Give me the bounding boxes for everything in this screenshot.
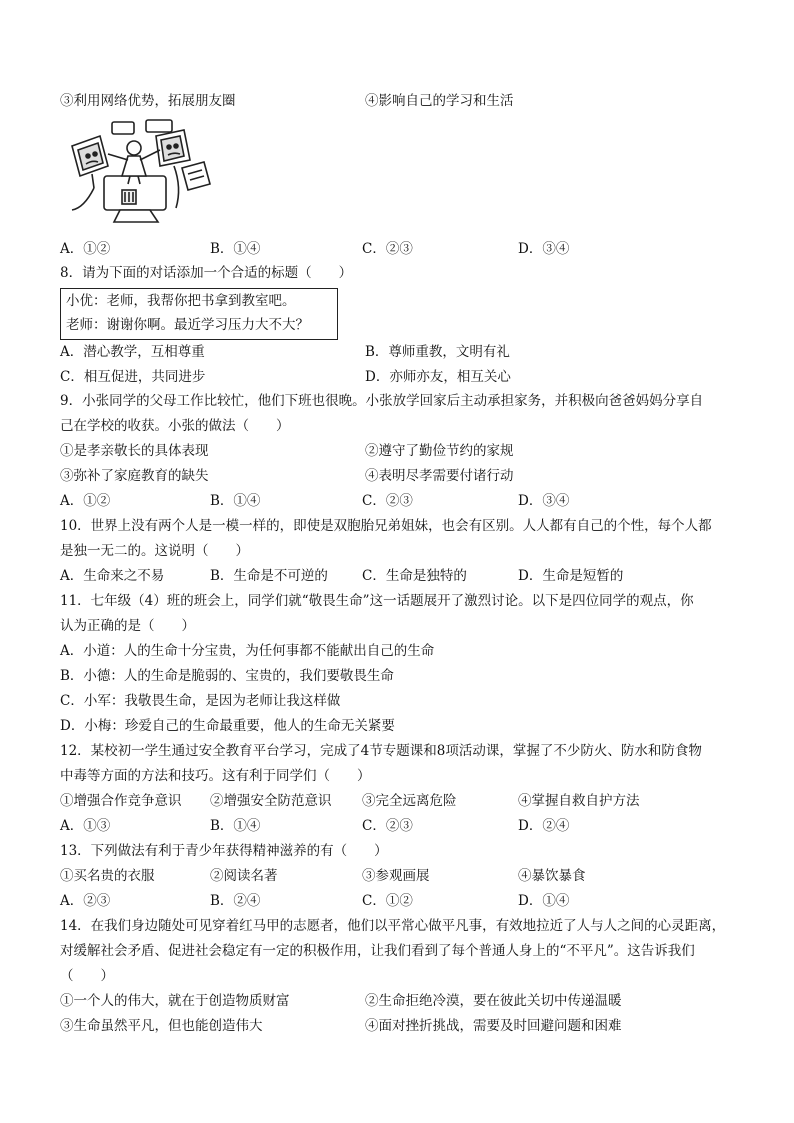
q12-choice-a: A．①③ <box>60 818 111 834</box>
q13-choice-d: D．①④ <box>518 893 570 909</box>
q11-choice-c: C．小军：我敬畏生命，是因为老师让我这样做 <box>60 693 341 709</box>
q13-choice-a: A．②③ <box>60 893 111 909</box>
q7-option-4: ④影响自己的学习和生活 <box>365 93 514 109</box>
q8-choice-d: D．亦师亦友，相互关心 <box>365 369 511 385</box>
cartoon-illustration <box>64 118 214 230</box>
q8-choice-c: C．相互促进，共同进步 <box>60 369 206 385</box>
q8-dialogue-line-2: 老师：谢谢你啊。最近学习压力大不大？ <box>66 317 309 333</box>
q14-stem-line-3: （ ） <box>60 968 114 984</box>
q11-choice-a: A．小道：人的生命十分宝贵，为任何事都不能献出自己的生命 <box>60 643 435 659</box>
q11-choice-b: B．小德：人的生命是脆弱的、宝贵的，我们要敬畏生命 <box>60 668 394 684</box>
q14-stem-line-1: 14．在我们身边随处可见穿着红马甲的志愿者，他们以平常心做平凡事，有效地拉近了人与人之间的心灵距离， <box>60 918 726 934</box>
q14-option-4: ④面对挫折挑战，需要及时回避问题和困难 <box>365 1018 622 1034</box>
q12-choice-d: D．②④ <box>518 818 570 834</box>
q12-choice-b: B．①④ <box>210 818 261 834</box>
q8-dialogue-box <box>60 288 338 340</box>
q9-option-1: ①是孝亲敬长的具体表现 <box>60 443 209 459</box>
q9-option-3: ③弥补了家庭教育的缺失 <box>60 468 209 484</box>
q13-option-3: ③参观画展 <box>362 868 430 884</box>
q9-stem-line-1: 9．小张同学的父母工作比较忙，他们下班也很晚。小张放学回家后主动承担家务，并积极向爸爸妈妈分享自 <box>60 393 704 409</box>
q7-choice-c: C．②③ <box>362 241 413 257</box>
q12-option-3: ③完全远离危险 <box>362 793 457 809</box>
q13-option-4: ④暴饮暴食 <box>518 868 586 884</box>
q9-option-2: ②遵守了勤俭节约的家规 <box>365 443 514 459</box>
q8-dialogue-line-1: 小优：老师，我帮你把书拿到教室吧。 <box>66 293 296 309</box>
q13-choice-c: C．①② <box>362 893 413 909</box>
q7-choice-d: D．③④ <box>518 241 570 257</box>
q9-choice-b: B．①④ <box>210 493 261 509</box>
q11-stem-line-2: 认为正确的是（ ） <box>60 618 195 634</box>
q7-choice-a: A．①② <box>60 241 111 257</box>
q14-option-2: ②生命拒绝冷漠，要在彼此关切中传递温暖 <box>365 993 622 1009</box>
q7-option-3: ③利用网络优势，拓展朋友圈 <box>60 93 236 109</box>
q13-stem: 13．下列做法有利于青少年获得精神滋养的有（ ） <box>60 843 388 859</box>
q12-choice-c: C．②③ <box>362 818 413 834</box>
q9-stem-line-2: 己在学校的收获。小张的做法（ ） <box>60 418 290 434</box>
q10-choice-d: D．生命是短暂的 <box>518 568 624 584</box>
q14-option-1: ①一个人的伟大，就在于创造物质财富 <box>60 993 290 1009</box>
q13-choice-b: B．②④ <box>210 893 261 909</box>
q9-choice-a: A．①② <box>60 493 111 509</box>
q12-stem-line-2: 中毒等方面的方法和技巧。这有利于同学们（ ） <box>60 768 371 784</box>
q14-stem-line-2: 对缓解社会矛盾、促进社会稳定有一定的积极作用，让我们看到了每个普通人身上的“不平凡”。这告诉我们 <box>60 943 695 959</box>
q10-choice-a: A．生命来之不易 <box>60 568 165 584</box>
q7-choice-b: B．①④ <box>210 241 261 257</box>
q12-option-2: ②增强安全防范意识 <box>210 793 332 809</box>
q8-stem: 8．请为下面的对话添加一个合适的标题（ ） <box>60 265 353 281</box>
q10-choice-c: C．生命是独特的 <box>362 568 467 584</box>
q9-choice-c: C．②③ <box>362 493 413 509</box>
q12-option-1: ①增强合作竞争意识 <box>60 793 182 809</box>
q12-stem-line-1: 12．某校初一学生通过安全教育平台学习，完成了4节专题课和8项活动课，掌握了不少防火、防水和防食物 <box>60 743 702 759</box>
q13-option-1: ①买名贵的衣服 <box>60 868 155 884</box>
q10-choice-b: B．生命是不可逆的 <box>210 568 328 584</box>
q14-option-3: ③生命虽然平凡，但也能创造伟大 <box>60 1018 263 1034</box>
q10-stem-line-2: 是独一无二的。这说明（ ） <box>60 543 249 559</box>
q12-option-4: ④掌握自救自护方法 <box>518 793 640 809</box>
q8-choice-a: A．潜心教学，互相尊重 <box>60 344 205 360</box>
q9-option-4: ④表明尽孝需要付诸行动 <box>365 468 514 484</box>
q11-stem-line-1: 11．七年级（4）班的班会上，同学们就“敬畏生命”这一话题展开了激烈讨论。以下是四位同学的观点，你 <box>60 593 694 609</box>
q9-choice-d: D．③④ <box>518 493 570 509</box>
q10-stem-line-1: 10．世界上没有两个人是一模一样的，即使是双胞胎兄弟姐妹，也会有区别。人人都有自己的个性，每个人都 <box>60 518 712 534</box>
q13-option-2: ②阅读名著 <box>210 868 278 884</box>
q11-choice-d: D．小梅：珍爱自己的生命最重要，他人的生命无关紧要 <box>60 718 395 734</box>
q8-choice-b: B．尊师重教，文明有礼 <box>365 344 510 360</box>
